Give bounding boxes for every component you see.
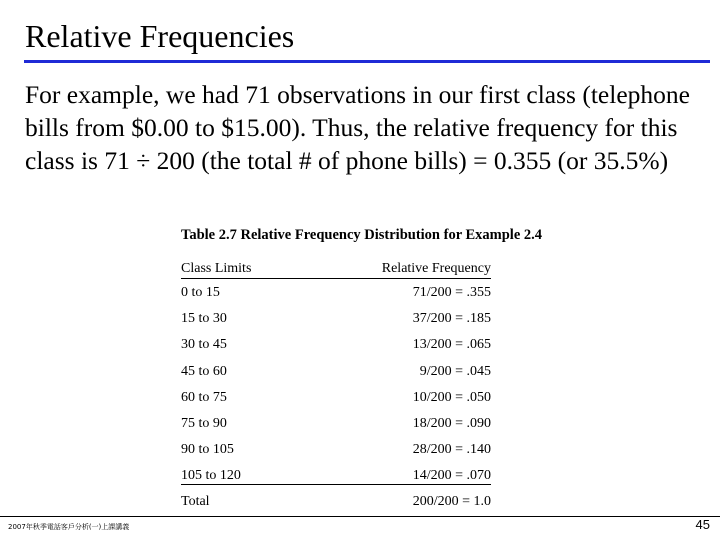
footer-divider [0, 516, 720, 517]
table-row [181, 463, 501, 489]
relative-frequency-cell: 71/200 = .355 [412, 285, 491, 300]
page-number: 45 [695, 517, 710, 532]
class-limits-cell: 60 to 75 [181, 389, 227, 405]
table-row [181, 332, 501, 358]
table-row [181, 359, 501, 385]
relative-frequency-cell: 13/200 = .065 [412, 337, 491, 353]
table-row [181, 280, 501, 306]
class-limits-cell: 45 to 60 [181, 363, 227, 379]
header-class-limits: Class Limits [181, 260, 379, 279]
table-caption: Table 2.7 Relative Frequency Distribution for Example 2.4 [181, 227, 543, 243]
relative-frequency-cell: 10/200 = .050 [412, 389, 491, 405]
class-limits-cell: 75 to 90 [181, 415, 227, 431]
relative-frequency-cell: 18/200 = .090 [412, 415, 491, 431]
footer-course-text: 2007年秋季電話客戶分析(一)上課講義 [8, 523, 130, 531]
relative-frequency-cell: 14/200 = .070 [412, 468, 491, 484]
table-header-row [181, 260, 501, 278]
relative-frequency-cell: 37/200 = .185 [412, 311, 491, 327]
class-limits-cell: 30 to 45 [181, 337, 227, 353]
table-total-row [181, 489, 501, 515]
class-limits-cell: 0 to 15 [181, 285, 220, 300]
relative-frequency-cell: 9/200 = .045 [419, 363, 491, 379]
title-divider [24, 60, 710, 63]
class-limits-cell: 105 to 120 [181, 468, 241, 484]
table-row [181, 411, 501, 437]
table-row [181, 437, 501, 463]
slide-body-text: For example, we had 71 observations in our first class (telephone bills from $0.00 to $15.00). Thus, the relative frequency for this class is 71 ÷ 200 (the total # of phone bills) = 0.355 (or 35.5%) [25, 80, 690, 175]
relative-frequency-cell: 28/200 = .140 [412, 442, 491, 458]
total-value: 200/200 = 1.0 [412, 493, 491, 509]
class-limits-cell: 15 to 30 [181, 311, 227, 327]
table-body [181, 280, 501, 490]
total-label: Total [181, 493, 210, 509]
slide-title: Relative Frequencies [25, 18, 295, 54]
header-relative-frequency: Relative Frequency [373, 260, 491, 279]
table-row [181, 306, 501, 332]
table-row [181, 385, 501, 411]
relative-frequency-table [181, 224, 543, 515]
class-limits-cell: 90 to 105 [181, 442, 234, 458]
